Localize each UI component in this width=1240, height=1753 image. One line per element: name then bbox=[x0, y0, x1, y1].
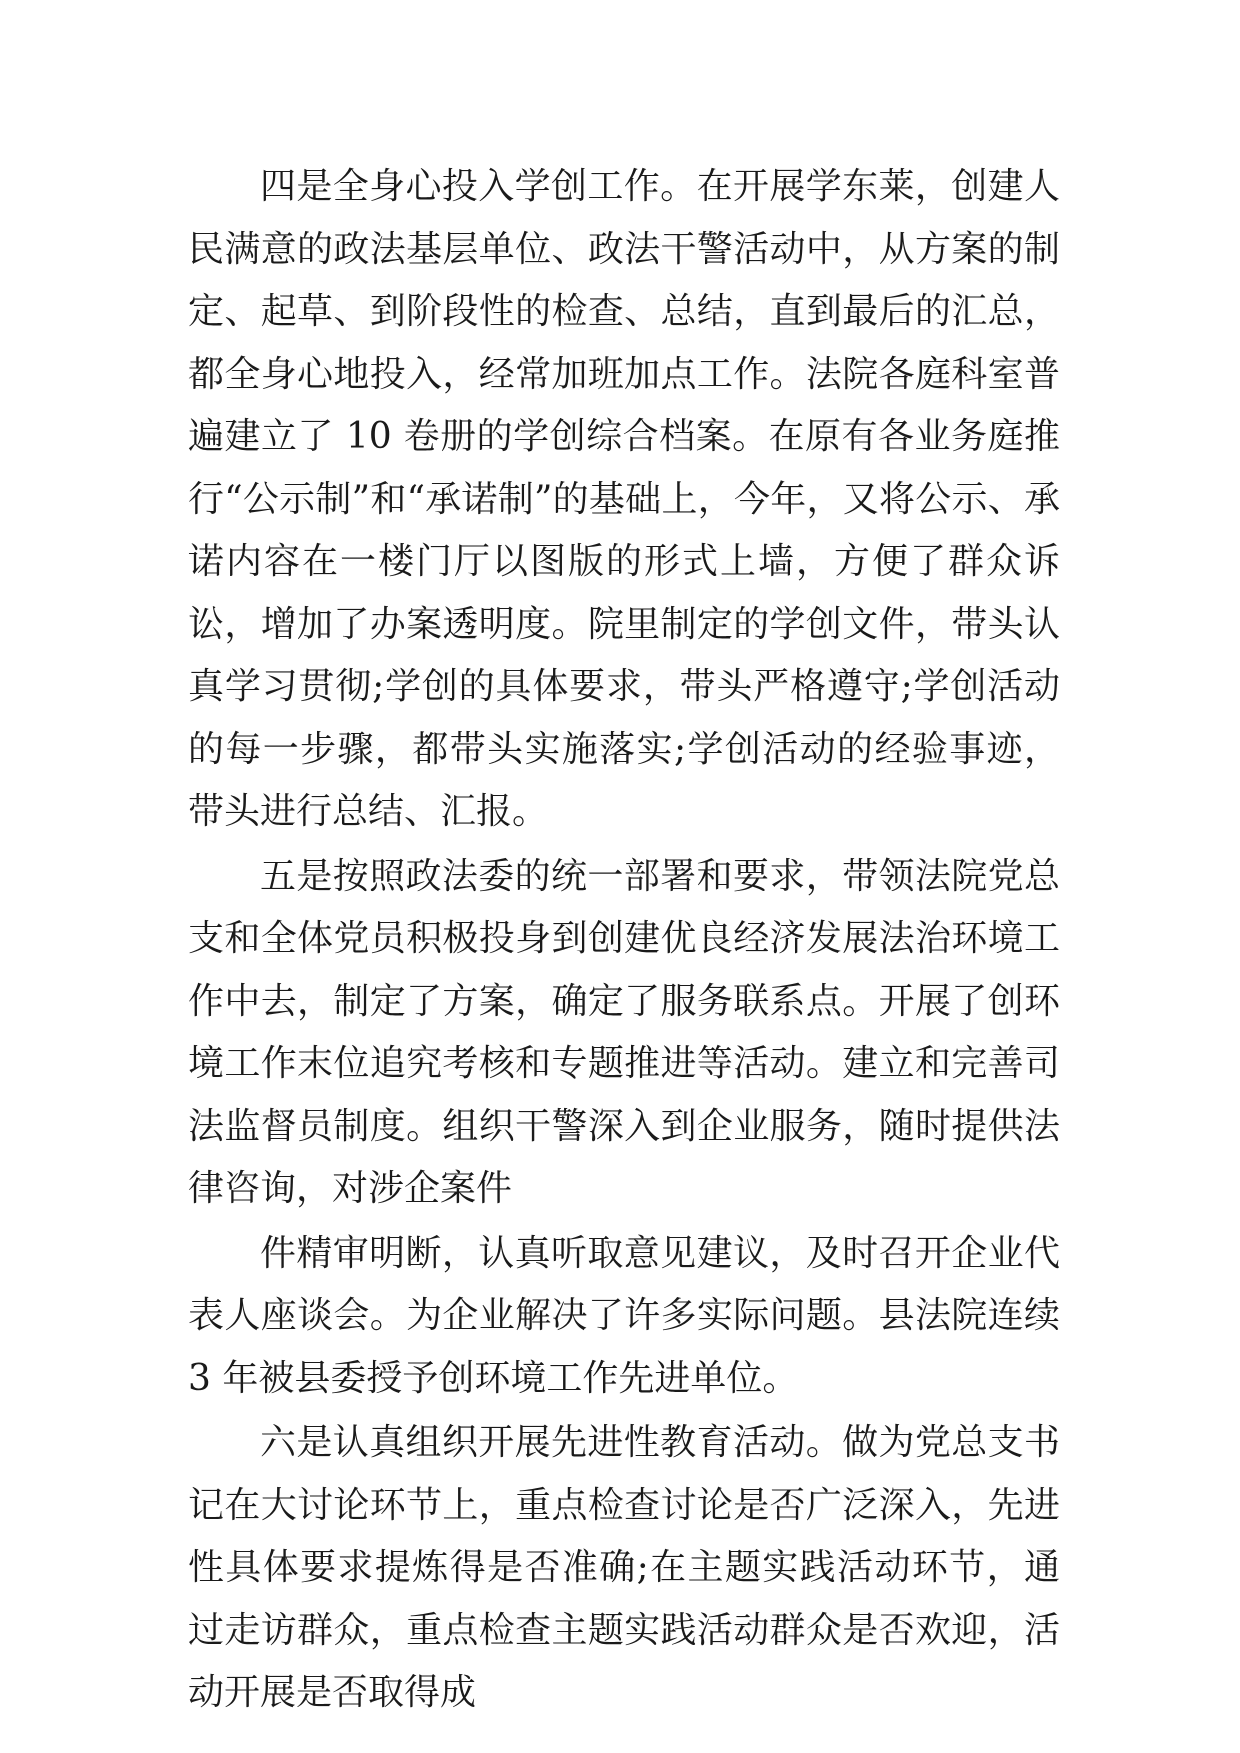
paragraph-1: 四是全身心投入学创工作。在开展学东莱，创建人民满意的政法基层单位、政法干警活动中，从方案的制定、起草、到阶段性的检查、总结，直到最后的汇总，都全身心地投入，经常加班加点工作。法院各庭科室普遍建立了 10 卷册的学创综合档案。在原有各业务庭推行“公示制”和“承诺制”的基础上，今年，又将公示、承诺内容在一楼门厅以图版的形式上墙，方便了群众诉讼，增加了办案透明度。院里制定的学创文件，带头认真学习贯彻;学创的具体要求，带头严格遵守;学创活动的每一步骤，都带头实施落实;学创活动的经验事迹，带头进行总结、汇报。 bbox=[188, 166, 1060, 832]
document-body bbox=[188, 156, 1060, 1725]
paragraph-4: 六是认真组织开展先进性教育活动。做为党总支书记在大讨论环节上，重点检查讨论是否广泛深入，先进性具体要求提炼得是否准确;在主题实践活动环节，通过走访群众，重点检查主题实践活动群众是否欢迎，活动开展是否取得成 bbox=[188, 1422, 1060, 1713]
paragraph-2: 五是按照政法委的统一部署和要求，带领法院党总支和全体党员积极投身到创建优良经济发展法治环境工作中去，制定了方案，确定了服务联系点。开展了创环境工作末位追究考核和专题推进等活动。建立和完善司法监督员制度。组织干警深入到企业服务，随时提供法律咨询，对涉企案件 bbox=[188, 855, 1060, 1209]
paragraph-3: 件精审明断，认真听取意见建议，及时召开企业代表人座谈会。为企业解决了许多实际问题。县法院连续 3 年被县委授予创环境工作先进单位。 bbox=[188, 1232, 1060, 1399]
